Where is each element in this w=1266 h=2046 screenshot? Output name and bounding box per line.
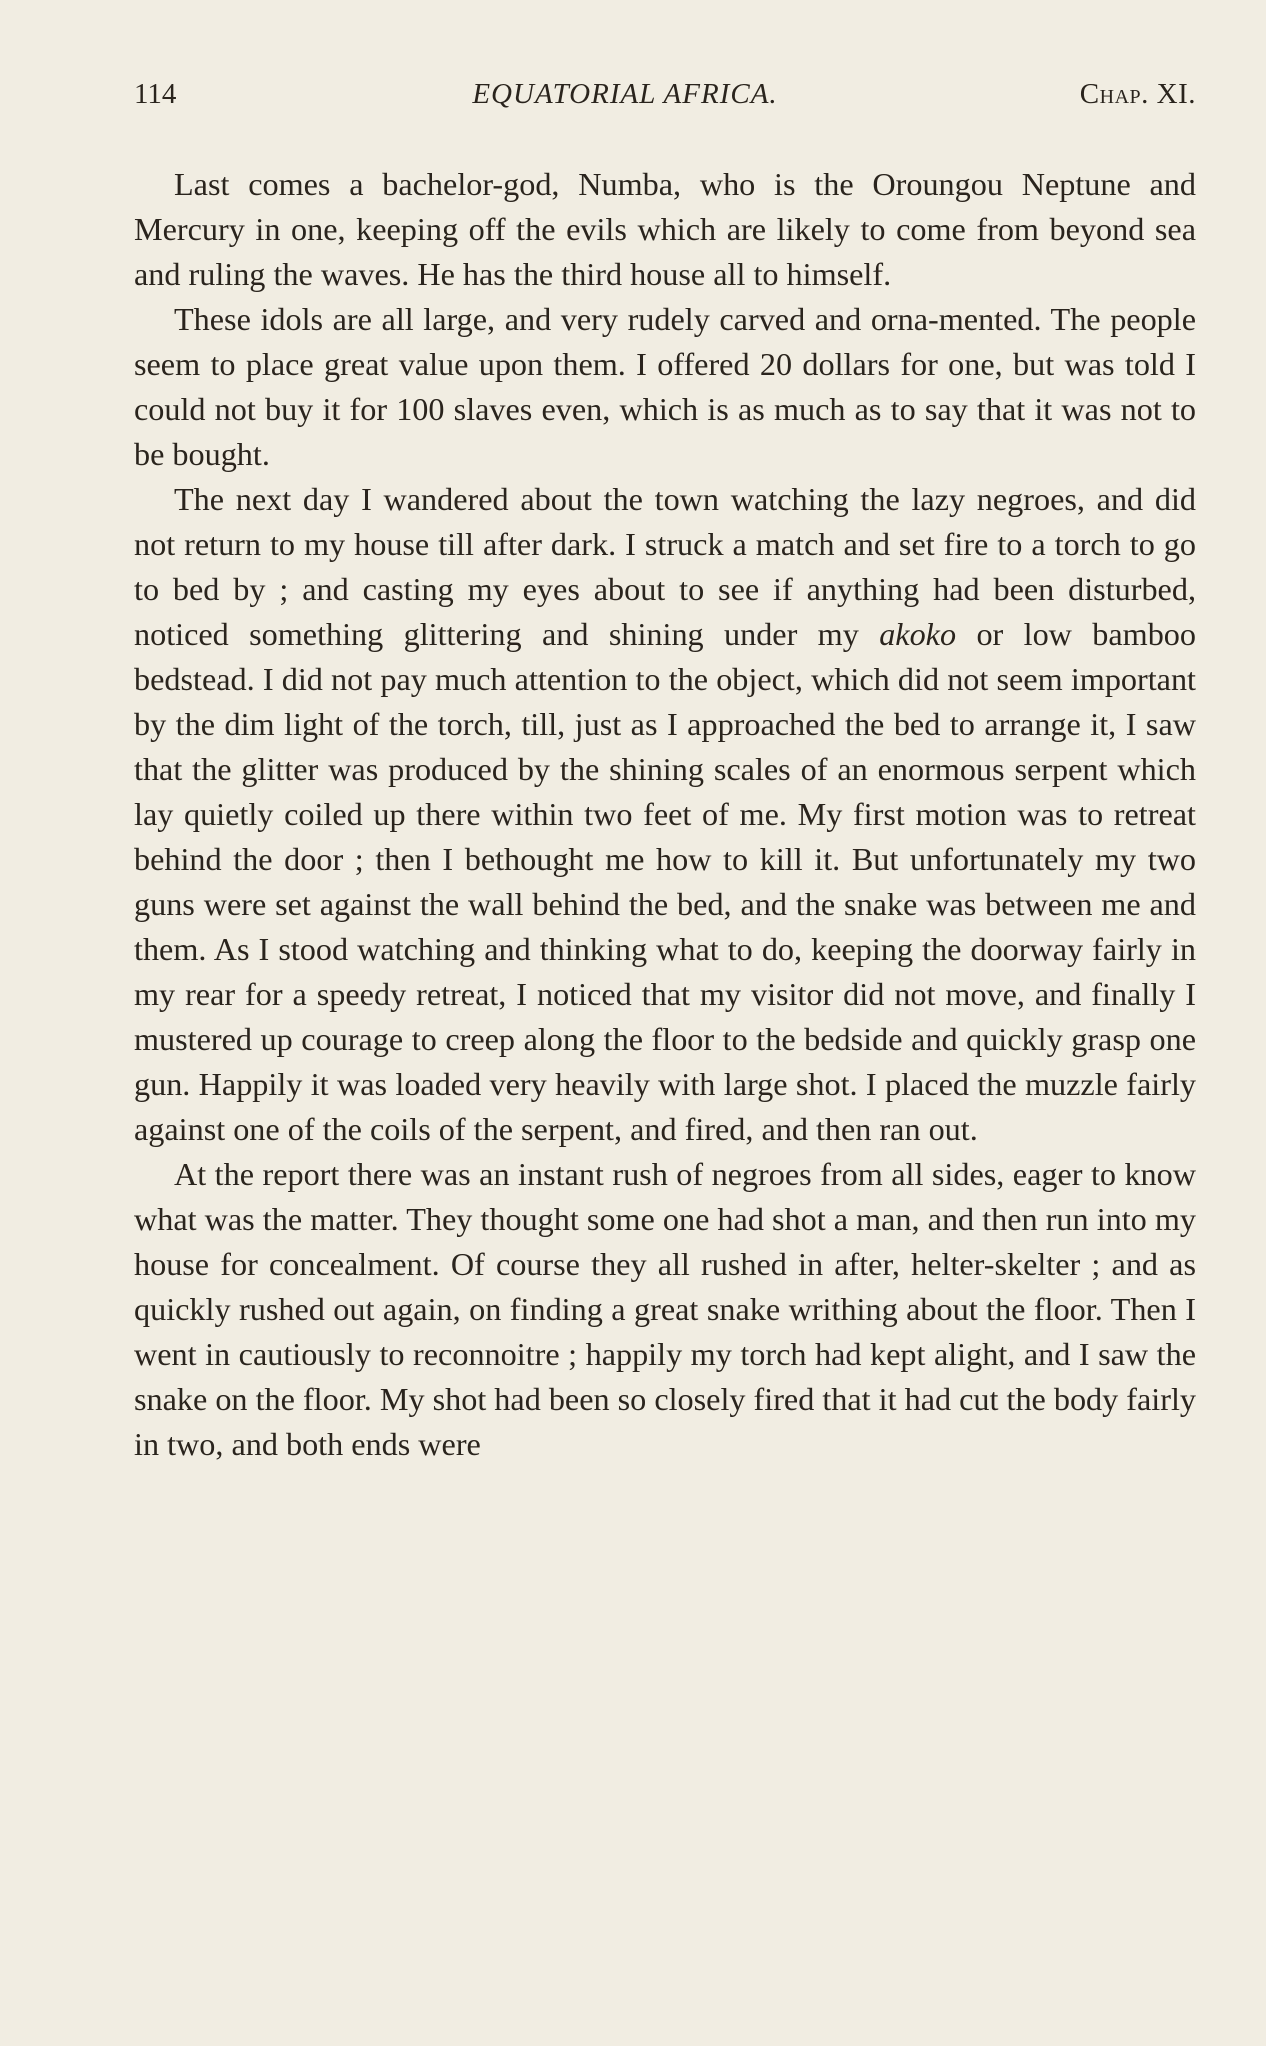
chapter-label: Chap. XI. [1079, 78, 1196, 110]
paragraph-report: At the report there was an instant rush of negroes from all sides, eager to know what was the matter. They thought some one had shot a man, and then run into my house for concealment. Of course they all rushed in after, helter-skelter ; and as quickly rushed out again, on finding a great snake writhing about the floor. Then I went in cautiously to reconnoitre ; happily my torch had kept alight, and I saw the snake on the floor. My shot had been so closely fired that it had cut the body fairly in two, and both ends were [134, 1156, 1196, 1462]
paragraph-serpent-text-after: or low bamboo bedstead. I did not pay much attention to the object, which did not seem important by the dim light of the torch, till, just as I approached the bed to arrange it, I saw that the glitter was produced by the shining scales of an enormous serpent which lay quietly coiled up there within two feet of me. My first motion was to retreat behind the door ; then I bethought me how to kill it. But unfortunately my two guns were set against the wall behind the bed, and the snake was between me and them. As I stood watching and thinking what to do, keeping the doorway fairly in my rear for a speedy retreat, I noticed that my visitor did not move, and finally I mustered up courage to creep along the floor to the bedside and quickly grasp one gun. Happily it was loaded very heavily with large shot. I placed the muzzle fairly against one of the coils of the serpent, and fired, and then ran out. [134, 616, 1196, 1147]
paragraph-numba: Last comes a bachelor-god, Numba, who is the Oroungou Neptune and Mercury in one, keeping off the evils which are likely to come from beyond sea and ruling the waves. He has the third house all to himself. [134, 166, 1196, 292]
running-head [134, 78, 1196, 118]
running-title: EQUATORIAL AFRICA. [472, 78, 778, 110]
page-number: 114 [134, 78, 177, 110]
akoko-term: akoko [879, 616, 957, 652]
paragraph-idols: These idols are all large, and very rudely carved and orna-mented. The people seem to place great value upon them. I offered 20 dollars for one, but was told I could not buy it for 100 slaves even, which is as much as to say that it was not to be bought. [134, 301, 1196, 472]
body-text [134, 162, 1196, 1467]
paragraph-serpent-text-before: The next day I wandered about the town watching the lazy negroes, and did not return to my house till after dark. I struck a match and set fire to a torch to go to bed by ; and casting my eyes about to see if anything had been disturbed, noticed something glittering and shining under my [134, 481, 1196, 652]
paragraph-serpent [134, 477, 1196, 1152]
book-page [134, 78, 1196, 1467]
